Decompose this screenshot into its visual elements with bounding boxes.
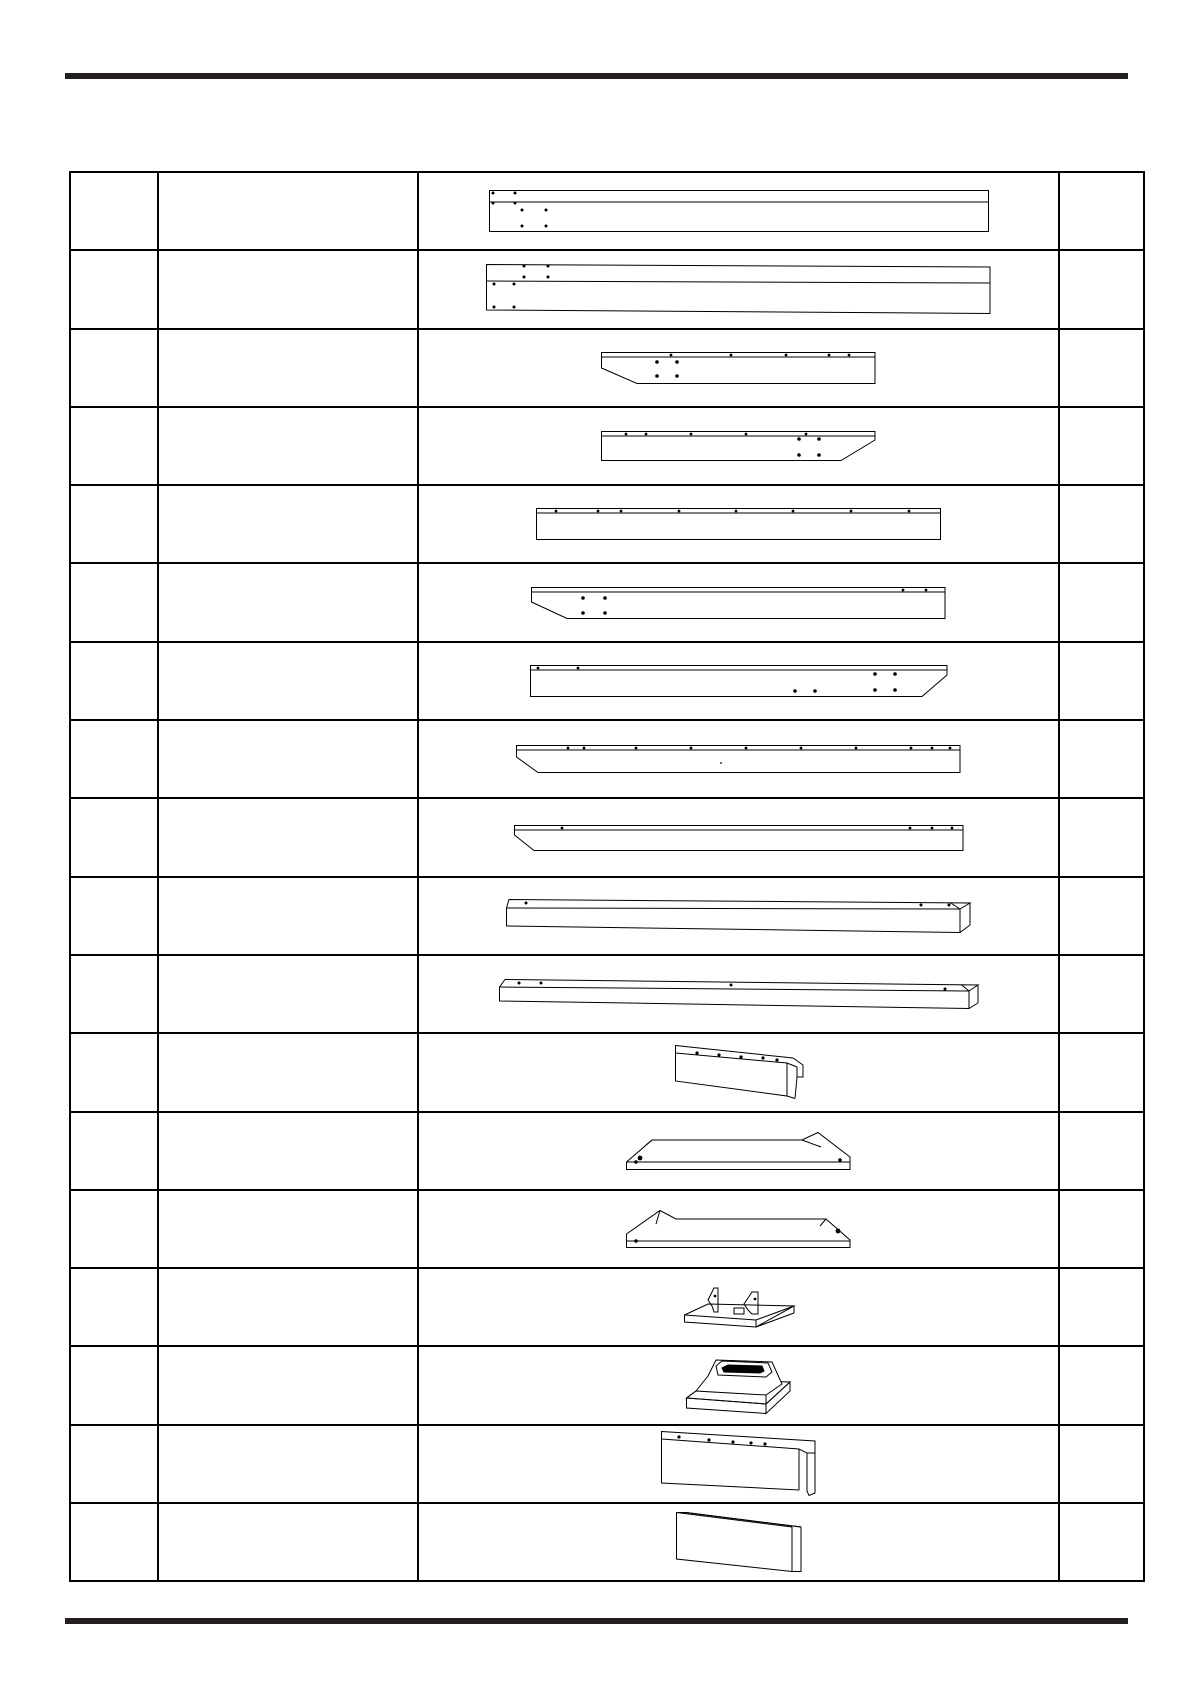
part-illustration	[418, 563, 1059, 641]
part-quantity	[1059, 1503, 1144, 1581]
part-number	[70, 1033, 158, 1111]
table-row	[70, 642, 1144, 720]
table-row	[70, 1268, 1144, 1346]
part-description	[158, 1503, 418, 1581]
part-number	[70, 955, 158, 1033]
part-illustration	[418, 407, 1059, 485]
table-row	[70, 798, 1144, 876]
table-row	[70, 720, 1144, 798]
angled-channel-rail-b-drawing	[514, 825, 964, 851]
part-description	[158, 329, 418, 407]
part-number	[70, 329, 158, 407]
part-number	[70, 407, 158, 485]
part-illustration	[418, 798, 1059, 876]
part-illustration	[418, 1503, 1059, 1581]
part-description	[158, 485, 418, 563]
part-quantity	[1059, 250, 1144, 328]
part-quantity	[1059, 1425, 1144, 1503]
part-description	[158, 1346, 418, 1424]
part-description	[158, 798, 418, 876]
part-description	[158, 250, 418, 328]
table-row	[70, 1190, 1144, 1268]
part-illustration	[418, 642, 1059, 720]
part-quantity	[1059, 485, 1144, 563]
part-number	[70, 172, 158, 250]
part-description	[158, 955, 418, 1033]
table-row	[70, 1346, 1144, 1424]
part-description	[158, 720, 418, 798]
part-illustration	[418, 877, 1059, 955]
c-channel-bracket-drawing	[675, 1045, 803, 1099]
part-number	[70, 1503, 158, 1581]
part-number	[70, 877, 158, 955]
square-tube-post-drawing	[506, 899, 971, 933]
part-illustration	[418, 1346, 1059, 1424]
part-quantity	[1059, 798, 1144, 876]
part-quantity	[1059, 172, 1144, 250]
parts-list-table	[69, 171, 1145, 1582]
part-quantity	[1059, 329, 1144, 407]
table-row	[70, 485, 1144, 563]
part-description	[158, 1190, 418, 1268]
part-description	[158, 1033, 418, 1111]
part-number	[70, 1346, 158, 1424]
long-angled-beam-right-drawing	[530, 665, 948, 697]
part-quantity	[1059, 642, 1144, 720]
part-quantity	[1059, 1112, 1144, 1190]
short-angled-beam-left-drawing	[601, 352, 876, 384]
angled-brace-a-drawing	[626, 1132, 851, 1170]
part-quantity	[1059, 877, 1144, 955]
table-row	[70, 1425, 1144, 1503]
part-quantity	[1059, 955, 1144, 1033]
table-row	[70, 250, 1144, 328]
part-quantity	[1059, 720, 1144, 798]
part-quantity	[1059, 563, 1144, 641]
part-description	[158, 1425, 418, 1503]
part-quantity	[1059, 1346, 1144, 1424]
base-plate-drawing	[684, 1282, 794, 1332]
part-illustration	[418, 1033, 1059, 1111]
table-row	[70, 563, 1144, 641]
part-illustration	[418, 1268, 1059, 1346]
part-illustration	[418, 720, 1059, 798]
part-number	[70, 798, 158, 876]
part-illustration	[418, 329, 1059, 407]
part-number	[70, 1112, 158, 1190]
part-illustration	[418, 172, 1059, 250]
flat-panel-drawing	[676, 1512, 802, 1572]
part-description	[158, 407, 418, 485]
part-number	[70, 642, 158, 720]
part-description	[158, 877, 418, 955]
part-number	[70, 1425, 158, 1503]
angled-channel-rail-a-drawing	[516, 745, 961, 773]
table-row	[70, 1112, 1144, 1190]
short-angled-beam-right-drawing	[601, 431, 876, 461]
part-description	[158, 563, 418, 641]
part-number	[70, 1190, 158, 1268]
table-row	[70, 172, 1144, 250]
part-description	[158, 172, 418, 250]
part-number	[70, 250, 158, 328]
part-illustration	[418, 250, 1059, 328]
part-quantity	[1059, 1033, 1144, 1111]
header-rule	[65, 73, 1128, 79]
part-illustration	[418, 1190, 1059, 1268]
long-flat-rail-a-drawing	[489, 190, 989, 232]
table-row	[70, 407, 1144, 485]
part-number	[70, 720, 158, 798]
part-quantity	[1059, 407, 1144, 485]
part-number	[70, 485, 158, 563]
part-number	[70, 563, 158, 641]
large-c-bracket-drawing	[661, 1431, 816, 1496]
part-illustration	[418, 1112, 1059, 1190]
footer-rule	[65, 1618, 1128, 1624]
table-row	[70, 955, 1144, 1033]
table-row	[70, 1033, 1144, 1111]
square-tube-beam-drawing	[499, 979, 979, 1009]
table-row	[70, 877, 1144, 955]
part-illustration	[418, 1425, 1059, 1503]
part-description	[158, 642, 418, 720]
part-illustration	[418, 485, 1059, 563]
part-description	[158, 1112, 418, 1190]
long-angled-beam-left-drawing	[531, 587, 946, 619]
part-illustration	[418, 955, 1059, 1033]
table-row	[70, 329, 1144, 407]
part-description	[158, 1268, 418, 1346]
part-quantity	[1059, 1268, 1144, 1346]
table-row	[70, 1503, 1144, 1581]
angled-brace-b-drawing	[626, 1210, 851, 1248]
straight-channel-rail-drawing	[536, 508, 941, 540]
part-quantity	[1059, 1190, 1144, 1268]
long-flat-rail-b-drawing	[486, 264, 991, 314]
part-number	[70, 1268, 158, 1346]
post-collar-cap-drawing	[686, 1358, 791, 1414]
